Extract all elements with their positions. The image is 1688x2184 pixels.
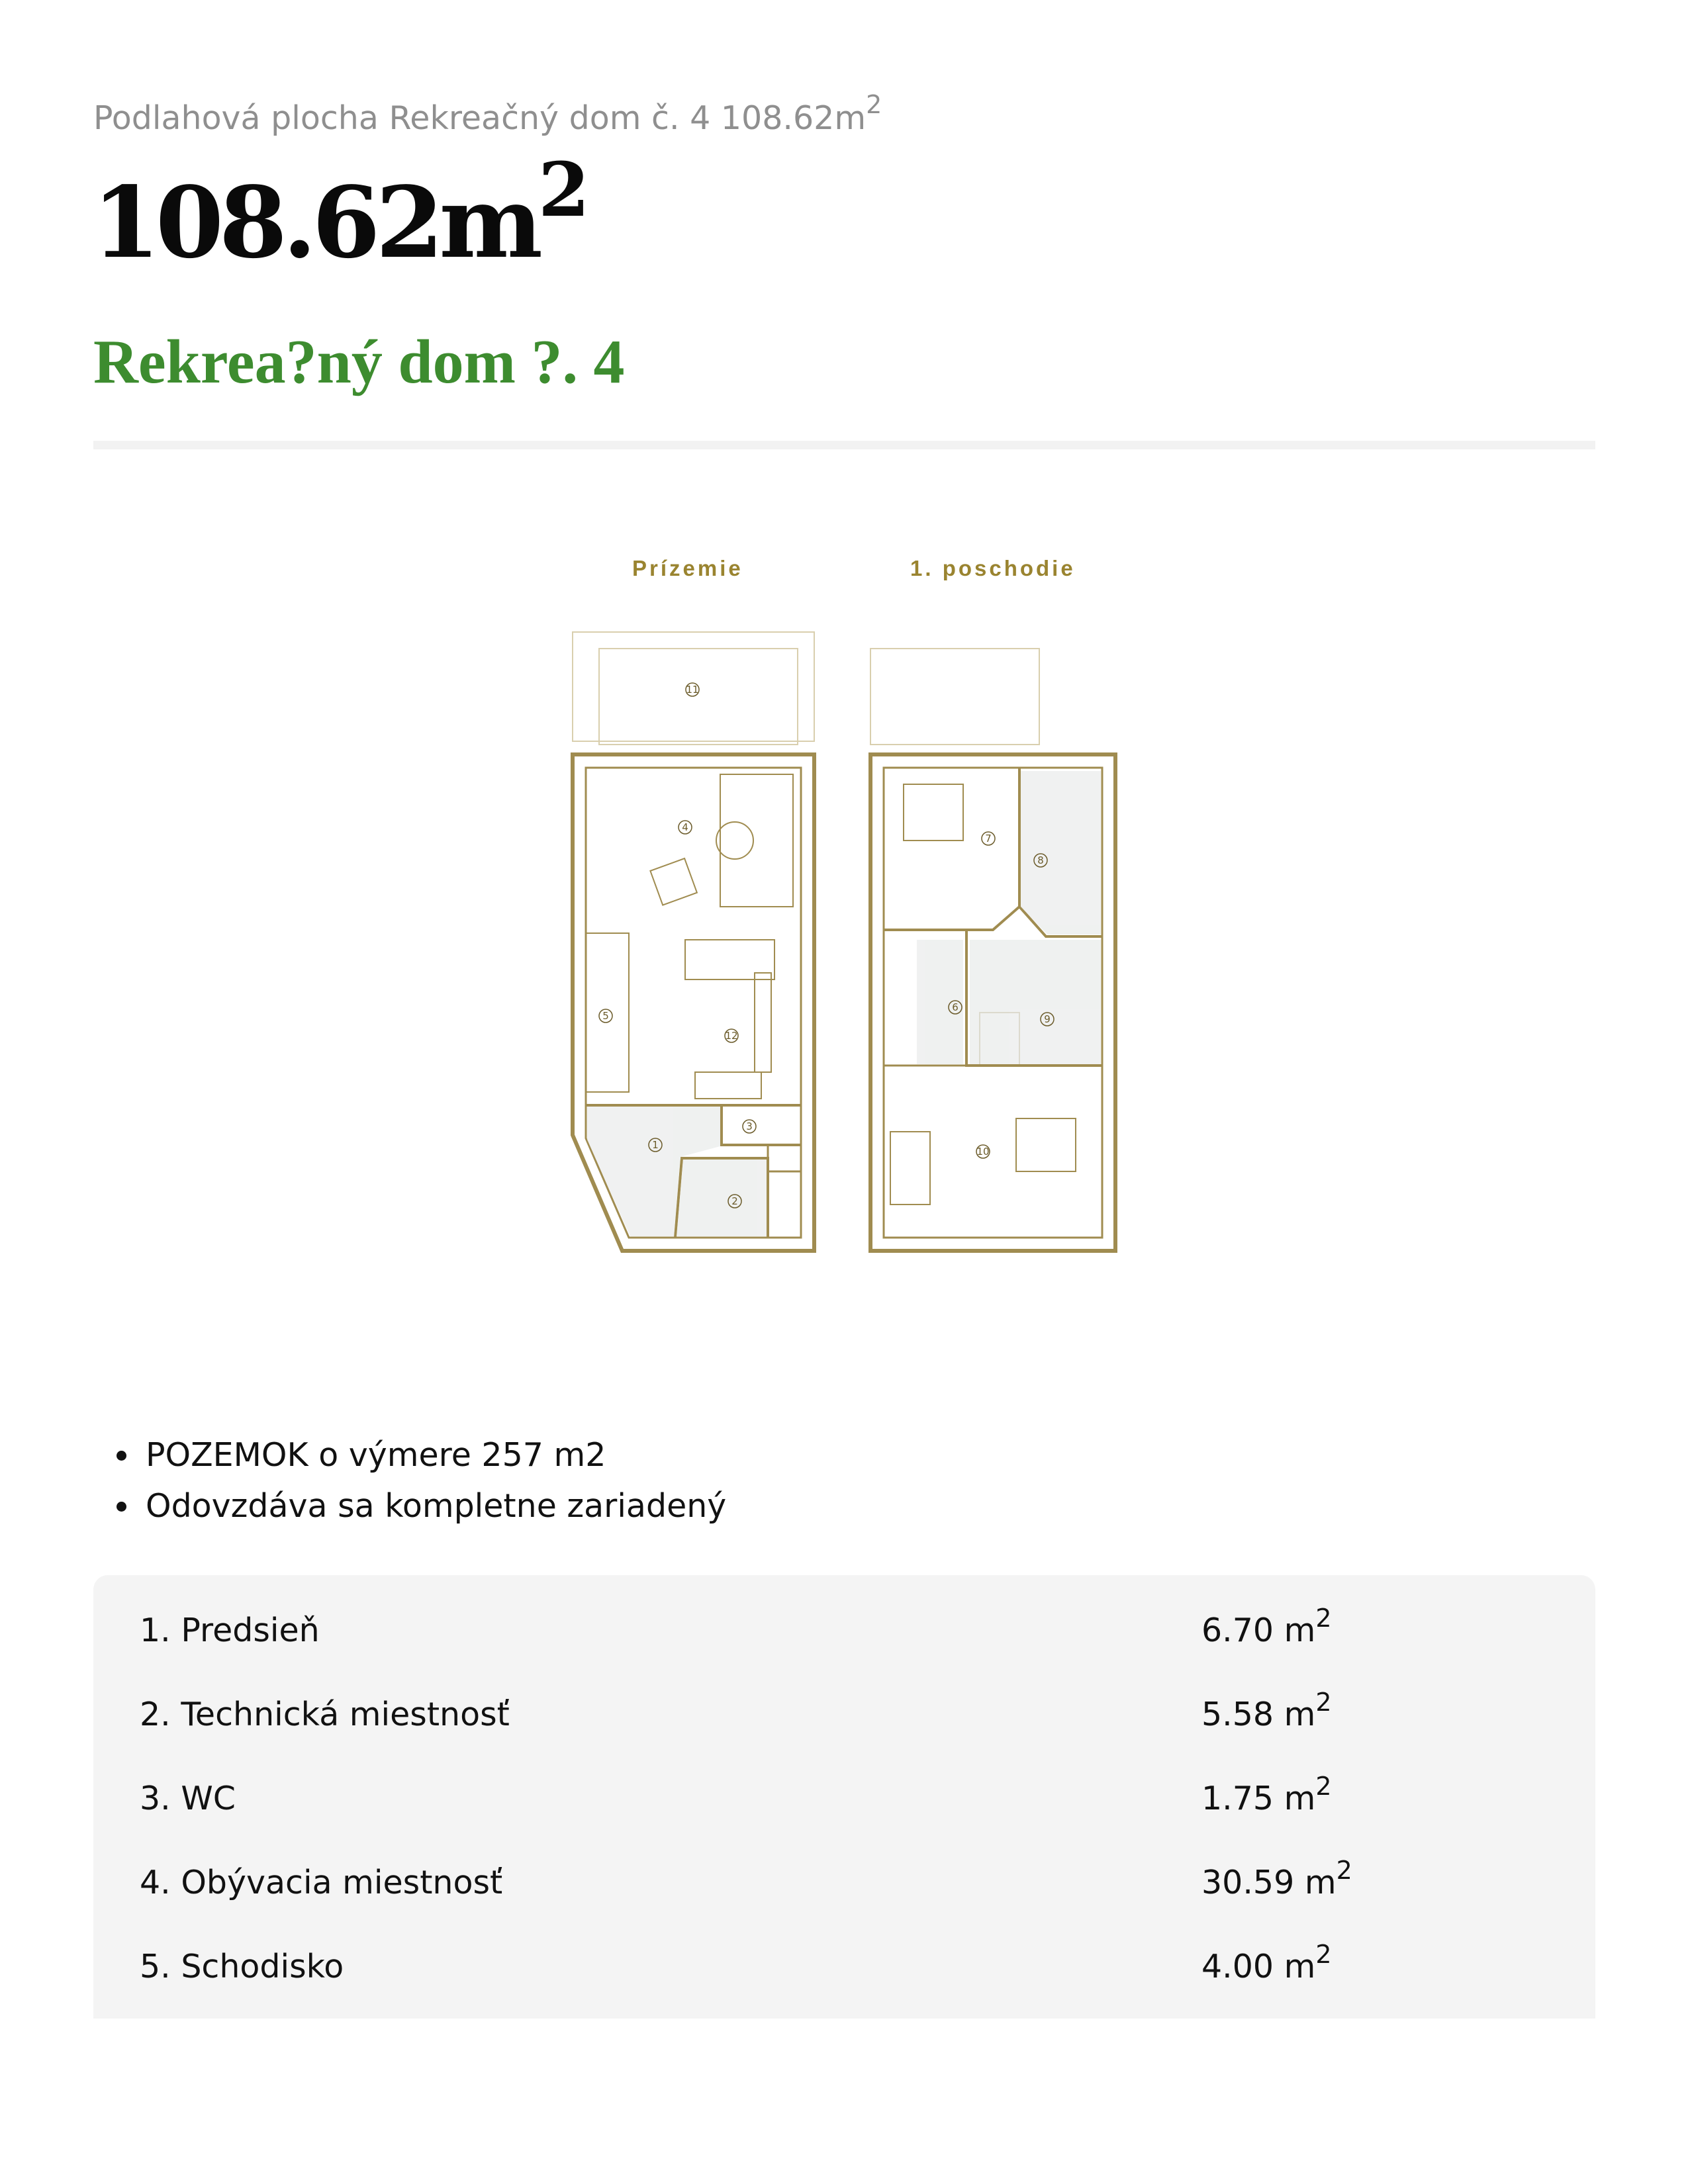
room-area-value: 5.58 m [1201,1696,1316,1733]
room-name: 4. Obývacia miestnosť [140,1864,503,1901]
svg-text:9: 9 [1044,1013,1051,1025]
svg-text:7: 7 [985,833,992,844]
svg-text:3: 3 [746,1120,753,1132]
room-area-value: 30.59 m [1201,1864,1336,1901]
room-area [1201,1772,1332,1817]
svg-text:11: 11 [686,684,699,696]
room-area-value: 4.00 m [1201,1948,1316,1985]
svg-text:5: 5 [602,1010,609,1022]
page-subtitle [93,90,882,137]
room-name: 3. WC [140,1780,236,1817]
subtitle-text: Podlahová plocha Rekreačný dom č. 4 108.62m [93,99,867,137]
room-area-value: 6.70 m [1201,1612,1316,1649]
svg-text:4: 4 [682,821,688,833]
svg-text:12: 12 [725,1030,738,1042]
room-row [140,1940,1530,2001]
svg-text:1: 1 [652,1139,659,1151]
room-row [140,1604,1530,1664]
features-list [146,1430,726,1531]
floorplan-image [556,549,1139,1264]
feature-item: Odovzdáva sa kompletne zariadený [146,1480,726,1531]
room-name: 2. Technická miestnosť [140,1696,510,1733]
divider [93,441,1595,449]
room-area [1201,1856,1352,1901]
total-area-superscript: 2 [538,147,590,234]
total-area-heading [92,147,590,280]
room-row [140,1688,1530,1749]
room-area [1201,1688,1332,1733]
room-area-unit-sup: 2 [1315,1940,1332,1969]
room-area-unit-sup: 2 [1315,1772,1332,1801]
subtitle-superscript: 2 [866,90,882,119]
svg-text:8: 8 [1037,854,1044,866]
svg-text:6: 6 [952,1001,959,1013]
svg-text:10: 10 [976,1146,990,1158]
room-area [1201,1940,1332,1985]
rooms-table [93,1575,1595,2019]
room-area-unit-sup: 2 [1336,1856,1352,1885]
room-area-unit-sup: 2 [1315,1688,1332,1717]
room-name: 5. Schodisko [140,1948,344,1985]
room-row [140,1856,1530,1917]
ground-floor-label: Prízemie [632,556,743,580]
first-floor-label: 1. poschodie [910,556,1076,580]
svg-text:2: 2 [731,1195,738,1207]
house-name-heading: Rekrea?ný dom ?. 4 [93,328,625,396]
room-name: 1. Predsieň [140,1612,320,1649]
room-area-value: 1.75 m [1201,1780,1316,1817]
total-area-value: 108.62m [92,165,539,280]
floorplan-drawing [556,549,1139,1264]
room-row [140,1772,1530,1833]
room-area-unit-sup: 2 [1315,1604,1332,1633]
feature-item: POZEMOK o výmere 257 m2 [146,1430,726,1480]
room-area [1201,1604,1332,1649]
